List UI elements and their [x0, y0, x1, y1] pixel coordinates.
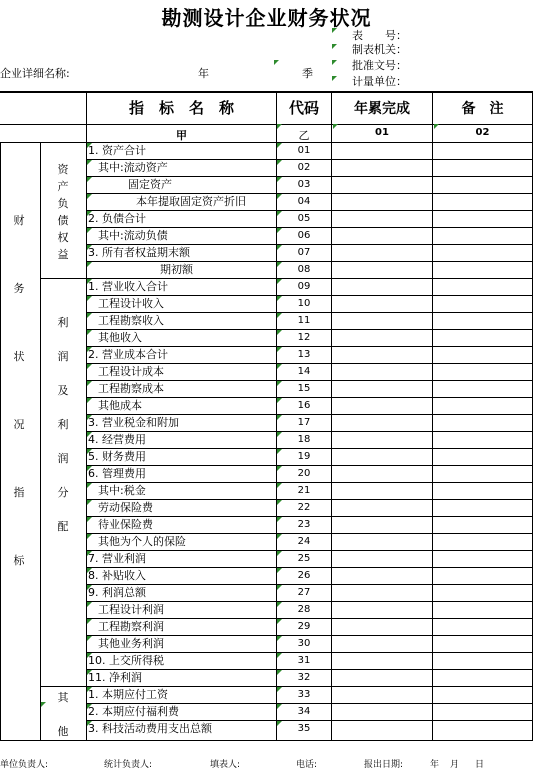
row-divider	[86, 380, 533, 381]
ytd-input-cell[interactable]	[332, 448, 432, 465]
ytd-input-cell[interactable]	[332, 142, 432, 159]
row-code: 15	[297, 383, 311, 394]
ytd-input-cell[interactable]	[332, 193, 432, 210]
comment-marker-icon	[87, 143, 92, 148]
comment-marker-icon	[277, 245, 282, 250]
row-label: 工程勘察收入	[98, 314, 164, 327]
row-divider	[86, 312, 533, 313]
remark-input-cell[interactable]	[433, 567, 532, 584]
comment-marker-icon	[87, 262, 92, 267]
comment-marker-icon	[87, 330, 92, 335]
ytd-input-cell[interactable]	[332, 244, 432, 261]
row-divider	[86, 465, 533, 466]
row-label: 6. 管理费用	[88, 467, 146, 480]
col-1-label: 01	[375, 127, 389, 138]
remark-input-cell[interactable]	[433, 414, 532, 431]
remark-input-cell[interactable]	[433, 601, 532, 618]
approval-label: 批准文号：	[352, 59, 407, 72]
remark-input-cell[interactable]	[433, 159, 532, 176]
row-divider	[86, 635, 533, 636]
row-label: 其中:税金	[98, 484, 146, 497]
row-code: 13	[297, 349, 311, 360]
remark-input-cell[interactable]	[433, 584, 532, 601]
quarter-label: 季	[302, 67, 313, 80]
row-code: 31	[297, 655, 311, 666]
side-char: 状	[13, 350, 25, 363]
side-char: 资	[57, 163, 69, 176]
comment-marker-icon	[332, 60, 337, 65]
row-divider	[86, 159, 533, 160]
row-code: 19	[297, 451, 311, 462]
footer-filler: 填表人:	[210, 760, 241, 770]
row-divider	[86, 227, 533, 228]
row-label: 固定资产	[128, 178, 172, 191]
comment-marker-icon	[277, 687, 282, 692]
comment-marker-icon	[87, 415, 92, 420]
row-divider	[86, 618, 533, 619]
comment-marker-icon	[277, 585, 282, 590]
comment-marker-icon	[87, 653, 92, 658]
footer-day: 日	[475, 760, 485, 770]
comment-marker-icon	[277, 211, 282, 216]
comment-marker-icon	[87, 313, 92, 318]
comment-marker-icon	[277, 177, 282, 182]
side-char: 润	[57, 452, 69, 465]
remark-input-cell[interactable]	[433, 686, 532, 703]
ytd-input-cell[interactable]	[332, 669, 432, 686]
side-char: 分	[57, 486, 69, 499]
side-char: 其	[57, 691, 69, 704]
row-label: 工程设计利润	[98, 603, 164, 616]
comment-marker-icon	[277, 551, 282, 556]
row-code: 14	[297, 366, 311, 377]
remark-input-cell[interactable]	[433, 499, 532, 516]
remark-input-cell[interactable]	[433, 312, 532, 329]
ytd-input-cell[interactable]	[332, 346, 432, 363]
row-code: 07	[297, 247, 311, 258]
header-code: 代码	[288, 99, 319, 117]
row-divider	[86, 499, 533, 500]
comment-marker-icon	[277, 160, 282, 165]
side-char: 况	[13, 418, 25, 431]
ytd-input-cell[interactable]	[332, 414, 432, 431]
row-code: 28	[297, 604, 311, 615]
comment-marker-icon	[87, 449, 92, 454]
remark-input-cell[interactable]	[433, 363, 532, 380]
row-code: 30	[297, 638, 311, 649]
row-divider	[86, 550, 533, 551]
comment-marker-icon	[87, 568, 92, 573]
row-code: 18	[297, 434, 311, 445]
row-code: 25	[297, 553, 311, 564]
remark-input-cell[interactable]	[433, 703, 532, 720]
ytd-input-cell[interactable]	[332, 516, 432, 533]
row-code: 27	[297, 587, 311, 598]
comment-marker-icon	[277, 517, 282, 522]
ytd-input-cell[interactable]	[332, 618, 432, 635]
row-divider	[86, 703, 533, 704]
comment-marker-icon	[87, 534, 92, 539]
comment-marker-icon	[277, 568, 282, 573]
row-label: 1. 资产合计	[88, 144, 146, 157]
comment-marker-icon	[87, 211, 92, 216]
row-divider	[86, 516, 533, 517]
side-char: 权	[57, 231, 69, 244]
row-code: 12	[297, 332, 311, 343]
row-divider	[86, 414, 533, 415]
row-divider	[86, 397, 533, 398]
row-label: 其中:流动资产	[98, 161, 168, 174]
comment-marker-icon	[87, 619, 92, 624]
header-indicator: 指 标 名 称	[128, 99, 234, 117]
row-label: 3. 科技活动费用支出总额	[88, 722, 212, 735]
row-divider	[86, 244, 533, 245]
comment-marker-icon	[332, 44, 337, 49]
footer-year: 年	[430, 760, 440, 770]
comment-marker-icon	[87, 364, 92, 369]
comment-marker-icon	[87, 500, 92, 505]
comment-marker-icon	[277, 415, 282, 420]
ytd-input-cell[interactable]	[332, 380, 432, 397]
remark-input-cell[interactable]	[433, 482, 532, 499]
comment-marker-icon	[277, 619, 282, 624]
row-label: 3. 营业税金和附加	[88, 416, 179, 429]
remark-input-cell[interactable]	[433, 448, 532, 465]
ytd-input-cell[interactable]	[332, 601, 432, 618]
row-code: 20	[297, 468, 311, 479]
side-char: 负	[57, 197, 69, 210]
ytd-input-cell[interactable]	[332, 465, 432, 482]
comment-marker-icon	[87, 483, 92, 488]
row-divider	[86, 193, 533, 194]
ytd-input-cell[interactable]	[332, 278, 432, 295]
comment-marker-icon	[87, 160, 92, 165]
header-remark: 备 注	[461, 101, 504, 117]
row-label: 4. 经营费用	[88, 433, 146, 446]
comment-marker-icon	[277, 670, 282, 675]
remark-input-cell[interactable]	[433, 346, 532, 363]
ytd-input-cell[interactable]	[332, 159, 432, 176]
comment-marker-icon	[277, 704, 282, 709]
side-char: 务	[13, 282, 25, 295]
row-divider	[86, 363, 533, 364]
comment-marker-icon	[41, 702, 46, 707]
row-divider	[86, 652, 533, 653]
remark-input-cell[interactable]	[433, 278, 532, 295]
table-no-label: 表 号：	[352, 29, 407, 42]
remark-input-cell[interactable]	[433, 669, 532, 686]
comment-marker-icon	[277, 296, 282, 301]
row-label: 3. 所有者权益期末额	[88, 246, 190, 259]
row-code: 22	[297, 502, 311, 513]
comment-marker-icon	[277, 124, 282, 129]
ytd-input-cell[interactable]	[332, 397, 432, 414]
comment-marker-icon	[87, 228, 92, 233]
ytd-input-cell[interactable]	[332, 261, 432, 278]
row-label: 1. 营业收入合计	[88, 280, 168, 293]
comment-marker-icon	[277, 653, 282, 658]
row-label: 工程设计成本	[98, 365, 164, 378]
comment-marker-icon	[333, 124, 338, 129]
comment-marker-icon	[87, 636, 92, 641]
comment-marker-icon	[87, 704, 92, 709]
ytd-input-cell[interactable]	[332, 703, 432, 720]
remark-input-cell[interactable]	[433, 227, 532, 244]
row-code: 23	[297, 519, 311, 530]
comment-marker-icon	[277, 721, 282, 726]
row-code: 04	[297, 196, 311, 207]
comment-marker-icon	[87, 602, 92, 607]
comment-marker-icon	[87, 551, 92, 556]
row-label: 7. 营业利润	[88, 552, 146, 565]
row-code: 17	[297, 417, 311, 428]
row-divider	[86, 720, 533, 721]
company-name-label: 企业详细名称:	[0, 67, 70, 80]
remark-input-cell[interactable]	[433, 516, 532, 533]
ytd-input-cell[interactable]	[332, 210, 432, 227]
comment-marker-icon	[277, 279, 282, 284]
ytd-input-cell[interactable]	[332, 312, 432, 329]
comment-marker-icon	[332, 76, 337, 81]
comment-marker-icon	[434, 124, 439, 129]
row-label: 其他为个人的保险	[98, 535, 186, 548]
remark-input-cell[interactable]	[433, 244, 532, 261]
col-a-label: 甲	[176, 129, 187, 142]
remark-input-cell[interactable]	[433, 652, 532, 669]
comment-marker-icon	[87, 466, 92, 471]
ytd-input-cell[interactable]	[332, 550, 432, 567]
row-label: 期初额	[160, 263, 193, 276]
side-char: 债	[57, 214, 69, 227]
row-divider	[86, 295, 533, 296]
row-divider	[86, 533, 533, 534]
comment-marker-icon	[87, 347, 92, 352]
remark-input-cell[interactable]	[433, 533, 532, 550]
row-label: 2. 负债合计	[88, 212, 146, 225]
footer-report-date: 报出日期:	[364, 760, 404, 770]
ytd-input-cell[interactable]	[332, 227, 432, 244]
footer-stat-head: 统计负责人:	[104, 760, 153, 770]
ytd-input-cell[interactable]	[332, 635, 432, 652]
row-code: 02	[297, 162, 311, 173]
comment-marker-icon	[87, 670, 92, 675]
row-label: 工程设计收入	[98, 297, 164, 310]
row-code: 35	[297, 723, 311, 734]
row-code: 10	[297, 298, 311, 309]
comment-marker-icon	[87, 398, 92, 403]
comment-marker-icon	[277, 330, 282, 335]
row-divider	[86, 567, 533, 568]
row-label: 工程勘察成本	[98, 382, 164, 395]
remark-input-cell[interactable]	[433, 142, 532, 159]
row-divider	[86, 261, 533, 262]
ytd-input-cell[interactable]	[332, 431, 432, 448]
footer-month: 月	[450, 760, 460, 770]
footer-phone: 电话:	[296, 760, 318, 770]
row-label: 11. 净利润	[88, 671, 142, 684]
side-char: 产	[57, 180, 69, 193]
row-label: 10. 上交所得税	[88, 654, 164, 667]
row-divider	[86, 431, 533, 432]
ytd-input-cell[interactable]	[332, 584, 432, 601]
row-code: 05	[297, 213, 311, 224]
year-label: 年	[198, 67, 209, 80]
side-char: 利	[57, 418, 69, 431]
comment-marker-icon	[277, 500, 282, 505]
remark-input-cell[interactable]	[433, 465, 532, 482]
side-char: 及	[57, 384, 69, 397]
comment-marker-icon	[87, 194, 92, 199]
comment-marker-icon	[274, 60, 279, 65]
row-divider	[86, 482, 533, 483]
remark-input-cell[interactable]	[433, 329, 532, 346]
remark-input-cell[interactable]	[433, 380, 532, 397]
row-divider	[86, 210, 533, 211]
remark-input-cell[interactable]	[433, 635, 532, 652]
side-char: 润	[57, 350, 69, 363]
comment-marker-icon	[277, 432, 282, 437]
ytd-input-cell[interactable]	[332, 482, 432, 499]
row-code: 32	[297, 672, 311, 683]
comment-marker-icon	[277, 143, 282, 148]
row-label: 1. 本期应付工资	[88, 688, 168, 701]
remark-input-cell[interactable]	[433, 550, 532, 567]
row-code: 24	[297, 536, 311, 547]
ytd-input-cell[interactable]	[332, 567, 432, 584]
comment-marker-icon	[87, 585, 92, 590]
comment-marker-icon	[87, 279, 92, 284]
remark-input-cell[interactable]	[433, 431, 532, 448]
side-char: 标	[13, 554, 25, 567]
comment-marker-icon	[87, 432, 92, 437]
side-char: 配	[57, 520, 69, 533]
ytd-input-cell[interactable]	[332, 295, 432, 312]
remark-input-cell[interactable]	[433, 193, 532, 210]
row-code: 33	[297, 689, 311, 700]
side-char: 利	[57, 316, 69, 329]
row-divider	[86, 669, 533, 670]
row-code: 34	[297, 706, 311, 717]
comment-marker-icon	[277, 364, 282, 369]
ytd-input-cell[interactable]	[332, 363, 432, 380]
row-divider	[86, 176, 533, 177]
row-label: 5. 财务费用	[88, 450, 146, 463]
row-code: 03	[297, 179, 311, 190]
row-label: 2. 营业成本合计	[88, 348, 168, 361]
row-label: 工程勘察利润	[98, 620, 164, 633]
ytd-input-cell[interactable]	[332, 686, 432, 703]
row-divider	[86, 448, 533, 449]
ytd-input-cell[interactable]	[332, 652, 432, 669]
comment-marker-icon	[277, 194, 282, 199]
row-label: 2. 本期应付福利费	[88, 705, 179, 718]
row-divider	[86, 601, 533, 602]
row-code: 06	[297, 230, 311, 241]
row-label: 8. 补贴收入	[88, 569, 146, 582]
header-ytd: 年累完成	[354, 101, 410, 117]
comment-marker-icon	[277, 449, 282, 454]
remark-input-cell[interactable]	[433, 210, 532, 227]
remark-input-cell[interactable]	[433, 397, 532, 414]
ytd-input-cell[interactable]	[332, 533, 432, 550]
side-char: 财	[13, 214, 25, 227]
row-label: 其他业务利润	[98, 637, 164, 650]
comment-marker-icon	[277, 398, 282, 403]
row-code: 29	[297, 621, 311, 632]
comment-marker-icon	[87, 721, 92, 726]
comment-marker-icon	[277, 534, 282, 539]
row-label: 待业保险费	[98, 518, 153, 531]
comment-marker-icon	[87, 296, 92, 301]
comment-marker-icon	[277, 347, 282, 352]
comment-marker-icon	[277, 602, 282, 607]
remark-input-cell[interactable]	[433, 261, 532, 278]
row-label: 劳动保险费	[98, 501, 153, 514]
row-divider	[86, 329, 533, 330]
page-title: 勘测设计企业财务状况	[161, 6, 372, 30]
comment-marker-icon	[277, 483, 282, 488]
row-code: 11	[297, 315, 311, 326]
comment-marker-icon	[87, 687, 92, 692]
unit-label: 计量单位：	[352, 75, 407, 88]
row-code: 08	[297, 264, 311, 275]
row-code: 21	[297, 485, 311, 496]
remark-input-cell[interactable]	[433, 295, 532, 312]
row-divider	[86, 346, 533, 347]
ytd-input-cell[interactable]	[332, 720, 432, 737]
ytd-input-cell[interactable]	[332, 329, 432, 346]
row-code: 26	[297, 570, 311, 581]
comment-marker-icon	[277, 228, 282, 233]
row-label: 其中:流动负债	[98, 229, 168, 242]
comment-marker-icon	[87, 245, 92, 250]
row-divider	[86, 686, 533, 687]
row-code: 01	[297, 145, 311, 156]
comment-marker-icon	[87, 517, 92, 522]
row-label: 其他收入	[98, 331, 142, 344]
side-char: 他	[57, 725, 69, 738]
comment-marker-icon	[277, 381, 282, 386]
ytd-input-cell[interactable]	[332, 176, 432, 193]
remark-input-cell[interactable]	[433, 720, 532, 737]
comment-marker-icon	[277, 313, 282, 318]
comment-marker-icon	[87, 177, 92, 182]
footer-unit-head: 单位负责人:	[0, 760, 49, 770]
row-divider	[86, 584, 533, 585]
ytd-input-cell[interactable]	[332, 499, 432, 516]
row-label: 本年提取固定资产折旧	[136, 195, 246, 208]
side-char: 指	[13, 486, 25, 499]
col-b-label: 乙	[298, 129, 310, 142]
made-by-label: 制表机关：	[352, 43, 407, 56]
row-code: 09	[297, 281, 311, 292]
comment-marker-icon	[277, 262, 282, 267]
row-label: 其他成本	[98, 399, 142, 412]
row-divider	[86, 278, 533, 279]
remark-input-cell[interactable]	[433, 618, 532, 635]
col-2-label: 02	[475, 127, 490, 138]
comment-marker-icon	[332, 28, 337, 33]
comment-marker-icon	[87, 381, 92, 386]
row-code: 16	[297, 400, 311, 411]
row-label: 9. 利润总额	[88, 586, 146, 599]
side-char: 益	[57, 248, 69, 261]
comment-marker-icon	[277, 466, 282, 471]
remark-input-cell[interactable]	[433, 176, 532, 193]
comment-marker-icon	[277, 636, 282, 641]
